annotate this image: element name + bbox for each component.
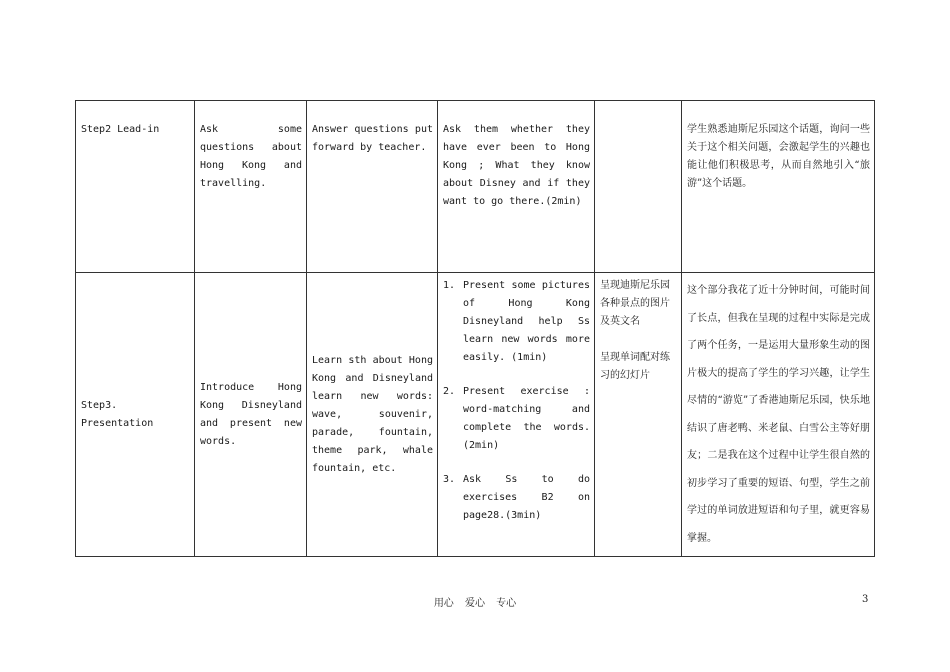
media-cell bbox=[595, 101, 682, 273]
step-cell: Step3. Presentation bbox=[76, 273, 195, 557]
activity-cell: Ask them whether they have ever been to Hong Kong ; What they know about Disney and if they want to go there.(2min) bbox=[438, 101, 595, 273]
list-item bbox=[443, 471, 590, 525]
list-item-number: 3. bbox=[443, 474, 456, 485]
list-item-number: 2. bbox=[443, 386, 456, 397]
footer-motto: 用心 爱心 专心 bbox=[433, 598, 517, 609]
list-item-number: 1. bbox=[443, 280, 456, 291]
table-row-lead-in bbox=[76, 101, 875, 273]
design-note-cell: 学生熟悉迪斯尼乐园这个话题，询问一些关于这个相关问题，会激起学生的兴趣也能让他们积极思考，从而自然地引入“旅游”这个话题。 bbox=[682, 101, 875, 273]
student-activity-cell: Answer questions put forward by teacher. bbox=[307, 101, 438, 273]
teacher-activity-cell: Ask some questions about Hong Kong and travelling. bbox=[195, 101, 307, 273]
activity-list bbox=[443, 277, 590, 525]
table-row-presentation bbox=[76, 273, 875, 557]
page-number: 3 bbox=[862, 594, 869, 605]
lesson-plan-table bbox=[75, 100, 875, 557]
design-note-cell: 这个部分我花了近十分钟时间，可能时间了长点，但我在呈现的过程中实际是完成了两个任务，一是运用大量形象生动的图片极大的提高了学生的学习兴趣，让学生尽情的“游览”了香港迪斯尼乐园，快乐地结识了唐老鸭、米老鼠、白雪公主等好朋友；二是我在这个过程中让学生很自然的初步学习了重要的短语、句型，学生之前学过的单词放进短语和句子里，就更容易掌握。 bbox=[682, 273, 875, 557]
list-item-text: Present some pictures of Hong Kong Disneyland help Ss learn new words more easily. (1min) bbox=[463, 280, 590, 363]
activity-cell bbox=[438, 273, 595, 557]
step-cell: Step2 Lead-in bbox=[76, 101, 195, 273]
student-activity-cell: Learn sth about Hong Kong and Disneyland learn new words: wave, souvenir, parade, fountain, theme park, whale fountain, etc. bbox=[307, 273, 438, 557]
list-item-text: Present exercise : word-matching and complete the words.(2min) bbox=[463, 386, 590, 451]
media-note-slides: 呈现单词配对练习的幻灯片 bbox=[600, 352, 670, 381]
list-item-text: Ask Ss to do exercises B2 on page28.(3min) bbox=[463, 474, 590, 521]
media-cell bbox=[595, 273, 682, 557]
list-item bbox=[443, 383, 590, 455]
list-item bbox=[443, 277, 590, 367]
teacher-activity-cell: Introduce Hong Kong Disneyland and present new words. bbox=[195, 273, 307, 557]
media-note-pictures: 呈现迪斯尼乐园各种景点的图片及英文名 bbox=[600, 280, 670, 327]
